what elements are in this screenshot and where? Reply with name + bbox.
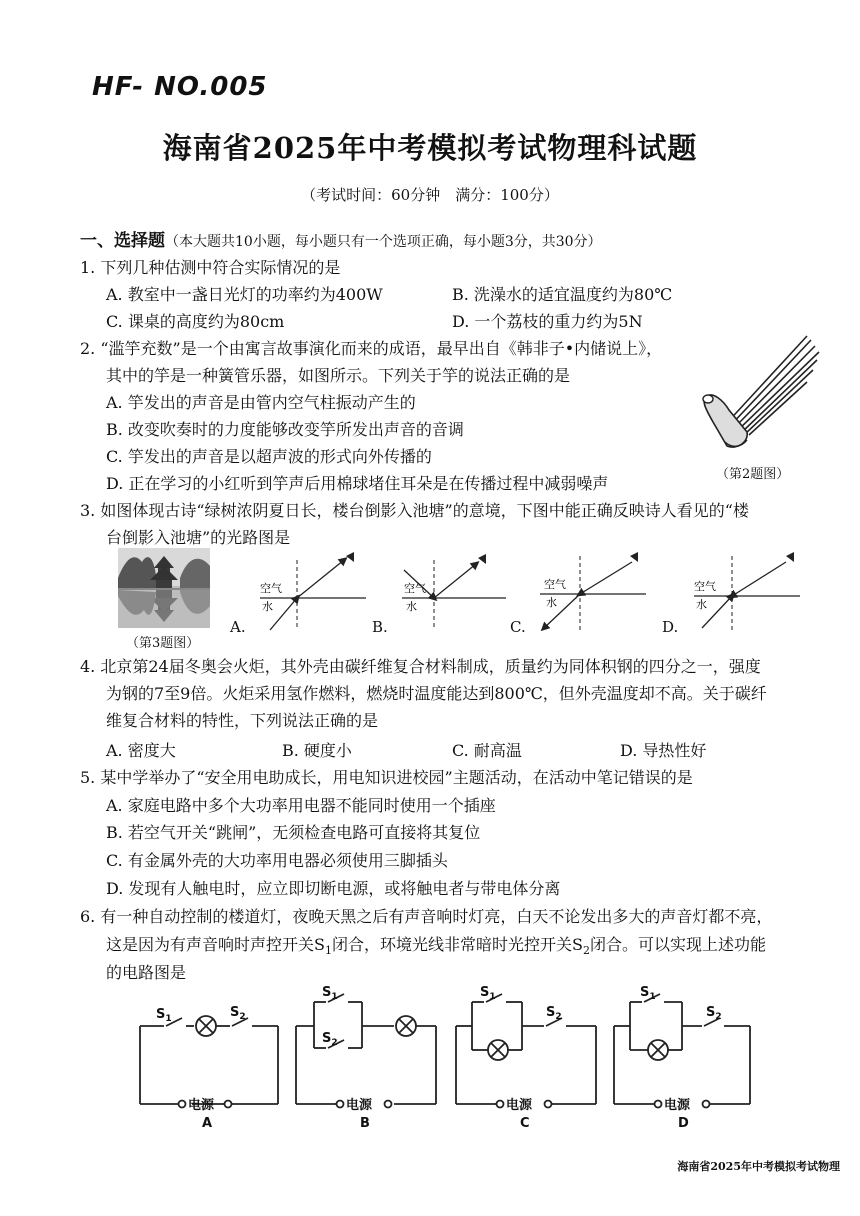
circuit-label-b: B — [360, 1116, 370, 1131]
circuit-label-d: D — [678, 1116, 689, 1131]
sheng-instrument-figure — [695, 330, 825, 460]
q1-stem: 1. 下列几种估测中符合实际情况的是 — [80, 258, 341, 277]
circuit-c — [456, 994, 596, 1108]
switch-label-s2: $S_2$ — [322, 1031, 338, 1048]
q4-option-a: A. 密度大 — [106, 741, 176, 760]
q4-stem-2: 为钢的7至9倍。火炬采用氢作燃料，燃烧时温度能达到800℃，但外壳温度却不高。关于碳纤 — [106, 684, 767, 703]
label-water: 水 — [546, 596, 557, 609]
s1-subscript: 1 — [324, 944, 332, 958]
q2-option-b: B. 改变吹奏时的力度能够改变竽所发出声音的音调 — [106, 420, 464, 439]
q1-option-d: D. 一个荔枝的重力约为5N — [452, 312, 643, 331]
q1-option-c: C. 课桌的高度约为80cm — [106, 312, 285, 331]
q2-stem-1: 2. “滥竽充数”是一个由寓言故事演化而来的成语，最早出自《韩非子•内储说上》， — [80, 339, 663, 358]
label-air: 空气 — [544, 578, 566, 591]
label-water: 水 — [696, 598, 707, 611]
page-title: 海南省2025年中考模拟考试物理科试题 — [162, 131, 698, 165]
diagram-a — [260, 552, 366, 630]
pavilion-reflection-photo — [118, 548, 210, 628]
power-source-label: 电源 — [188, 1098, 215, 1113]
q5-option-c: C. 有金属外壳的大功率用电器必须使用三脚插头 — [106, 851, 448, 870]
diagram-b — [402, 554, 506, 630]
exam-info: （考试时间：60分钟 满分：100分） — [301, 186, 559, 204]
circuit-b — [296, 994, 436, 1108]
switch-label-s1: $S_1$ — [156, 1007, 172, 1024]
diagram-c — [540, 552, 646, 630]
q6-stem-2-mid: 闭合，环境光线非常暗时光控开关S — [331, 935, 583, 954]
diagram-d — [694, 552, 800, 630]
paper-code: HF- NO.005 — [92, 72, 268, 102]
q3-option-d: D. — [662, 618, 679, 636]
q3-option-b: B. — [372, 618, 388, 636]
q4-option-b: B. 硬度小 — [282, 741, 352, 760]
q4-option-d: D. 导热性好 — [620, 741, 707, 760]
q3-option-a: A. — [230, 618, 246, 636]
q5-option-d: D. 发现有人触电时，应立即切断电源，或将触电者与带电体分离 — [106, 879, 561, 898]
section-note: （本大题共10小题，每小题只有一个选项正确，每小题3分，共30分） — [165, 234, 602, 250]
q6-circuit-diagrams — [130, 984, 780, 1132]
q3-option-c: C. — [510, 618, 526, 636]
circuit-label-a: A — [202, 1116, 213, 1131]
switch-label-s1: $S_1$ — [640, 985, 656, 1002]
circuit-label-c: C — [520, 1116, 530, 1131]
q2-option-c: C. 竽发出的声音是以超声波的形式向外传播的 — [106, 447, 432, 466]
switch-label-s2: $S_2$ — [230, 1005, 246, 1022]
s2-subscript: 2 — [582, 944, 590, 958]
q5-option-a: A. 家庭电路中多个大功率用电器不能同时使用一个插座 — [106, 796, 496, 815]
q3-light-path-diagrams — [226, 548, 826, 638]
switch-label-s2: $S_2$ — [546, 1005, 562, 1022]
circuit-a — [140, 1016, 278, 1108]
q5-option-b: B. 若空气开关“跳闸”，无须检查电路可直接将其复位 — [106, 823, 481, 842]
label-air: 空气 — [260, 582, 282, 595]
q1-option-a: A. 教室中一盏日光灯的功率约为400W — [106, 285, 383, 304]
q2-option-a: A. 竽发出的声音是由管内空气柱振动产生的 — [106, 393, 416, 412]
label-water: 水 — [262, 600, 273, 613]
circuit-d — [614, 994, 750, 1108]
q4-stem-3: 维复合材料的特性，下列说法正确的是 — [106, 711, 379, 730]
label-air: 空气 — [404, 582, 426, 595]
section-title: 一、选择题 — [80, 231, 165, 251]
q5-stem: 5. 某中学举办了“安全用电助成长，用电知识进校园”主题活动，在活动中笔记错误的是 — [80, 768, 693, 787]
label-air: 空气 — [694, 580, 716, 593]
label-water: 水 — [406, 600, 417, 613]
power-source-label: 电源 — [664, 1098, 691, 1113]
page-footer: 海南省2025年中考模拟考试物理 — [677, 1160, 840, 1173]
switch-label-s1: $S_1$ — [322, 985, 338, 1002]
q4-stem-1: 4. 北京第24届冬奥会火炬，其外壳由碳纤维复合材料制成，质量约为同体积钢的四分之一，强度 — [80, 657, 761, 676]
q3-stem-1: 3. 如图体现古诗“绿树浓阴夏日长，楼台倒影入池塘”的意境，下图中能正确反映诗人看见的“楼 — [80, 501, 749, 520]
q1-option-b: B. 洗澡水的适宜温度约为80℃ — [452, 285, 673, 304]
q3-stem-2: 台倒影入池塘”的光路图是 — [106, 528, 291, 547]
switch-label-s1: $S_1$ — [480, 985, 496, 1002]
q6-stem-1: 6. 有一种自动控制的楼道灯，夜晚天黑之后有声音响时灯亮，白天不论发出多大的声音灯都不亮， — [80, 907, 773, 926]
power-source-label: 电源 — [346, 1098, 373, 1113]
q4-option-c: C. 耐高温 — [452, 741, 522, 760]
q2-figure-caption: （第2题图） — [716, 467, 790, 482]
q2-stem-2: 其中的竽是一种簧管乐器，如图所示。下列关于竽的说法正确的是 — [106, 366, 571, 385]
section-heading — [80, 226, 602, 251]
q2-option-d: D. 正在学习的小红听到竽声后用棉球堵住耳朵是在传播过程中减弱噪声 — [106, 474, 609, 493]
q6-stem-2-post: 闭合。可以实现上述功能 — [589, 935, 766, 954]
power-source-label: 电源 — [506, 1098, 533, 1113]
q6-stem-2-pre: 这是因为有声音响时声控开关S — [106, 935, 325, 954]
switch-label-s2: $S_2$ — [706, 1005, 722, 1022]
q3-photo-caption: （第3题图） — [126, 636, 200, 651]
q6-stem-3: 的电路图是 — [106, 963, 187, 982]
q6-stem-2 — [106, 932, 766, 957]
